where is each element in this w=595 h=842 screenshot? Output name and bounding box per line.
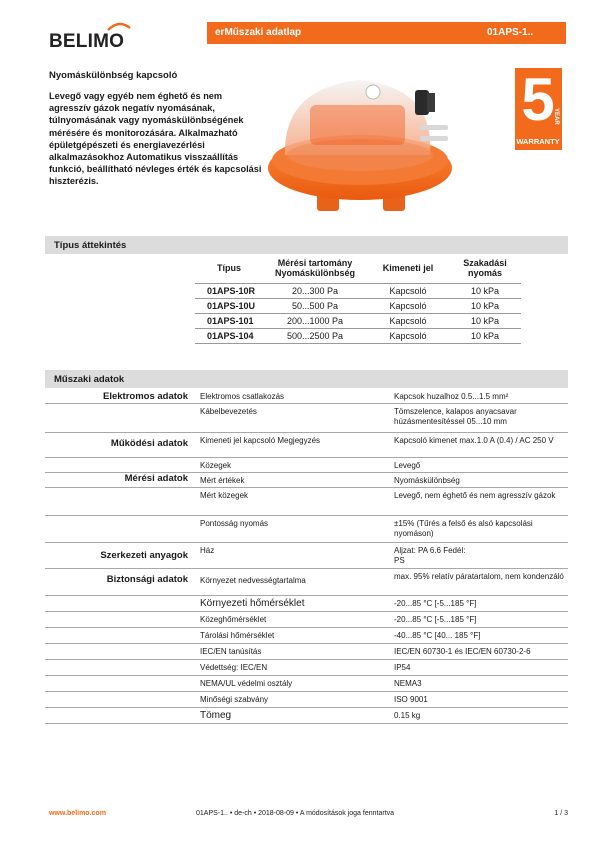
tech-val: Tömszelence, kalapos anyacsavar húzásmentesítéssel 05...10 mm — [394, 407, 517, 426]
category-safety: Biztonsági adatok — [106, 574, 188, 585]
product-description: Levegő vagy egyéb nem éghető és nem agresszív gázok negatív nyomásának, túlnyomásának vagy nyomáskülönbségének mérésére és monitorozására. Alkalmazható épületgépészeti és energiavezérlési alkalmazásokhoz Automatikus visszaállítás funkció, beállítható névleges érték és kapcsolási hiszterézis. — [49, 91, 262, 187]
tech-val: IP54 — [394, 663, 411, 672]
tech-prop: Ház — [200, 546, 215, 555]
cell-type: 01APS-10U — [195, 298, 263, 313]
logo-text: BELIMO — [49, 31, 125, 52]
cell-type: 01APS-10R — [195, 283, 263, 298]
product-title: Nyomáskülönbség kapcsoló — [49, 70, 178, 81]
table-row — [195, 313, 521, 328]
datasheet-header — [207, 22, 566, 44]
tech-val: Levegő, nem éghető és nem agresszív gázok — [394, 491, 556, 500]
tech-row — [45, 389, 568, 404]
tech-prop: Tömeg — [200, 710, 232, 721]
category-materials: Szerkezeti anyagok — [100, 550, 188, 561]
tech-prop: Kábelbevezetés — [200, 407, 257, 416]
cell-type: 01APS-101 — [195, 313, 263, 328]
page-number: 1 / 3 — [554, 810, 568, 817]
tech-row — [45, 404, 568, 433]
tech-prop: Közegek — [200, 461, 232, 470]
table-row — [195, 328, 521, 343]
tech-val: 0.15 kg — [394, 711, 421, 720]
tech-row — [45, 676, 568, 692]
tech-val: -20...85 °C [-5...185 °F] — [394, 615, 477, 624]
tech-row — [45, 612, 568, 628]
table-row — [195, 298, 521, 313]
tech-row — [45, 628, 568, 644]
tech-prop: Védettség: IEC/EN — [200, 663, 268, 672]
tech-prop: IEC/EN tanúsítás — [200, 647, 262, 656]
warranty-badge-icon — [515, 68, 562, 150]
logo-swoosh-icon — [107, 21, 131, 31]
cell-range: 20...300 Pa — [263, 283, 367, 298]
cell-output: Kapcsoló — [367, 328, 449, 343]
cell-output: Kapcsoló — [367, 313, 449, 328]
tech-val: ±15% (Tűrés a felső és alsó kapcsolási nyomáson) — [394, 519, 533, 538]
tech-row — [45, 708, 568, 724]
tech-val: ISO 9001 — [394, 695, 428, 704]
tech-val: Nyomáskülönbség — [394, 476, 460, 485]
cell-output: Kapcsoló — [367, 298, 449, 313]
footer-info: 01APS-1.. • de-ch • 2018-08-09 • A módosítások joga fenntartva — [196, 810, 395, 817]
tech-row — [45, 644, 568, 660]
tech-row — [45, 473, 568, 488]
tech-row — [45, 692, 568, 708]
tech-prop: Környezet nedvességtartalma — [200, 576, 306, 585]
category-electrical: Elektromos adatok — [103, 391, 188, 402]
col-header-range: Mérési tartomány Nyomáskülönbség — [274, 257, 356, 278]
tech-prop: Mért közegek — [200, 491, 249, 500]
tech-row — [45, 660, 568, 676]
tech-section-header: Műszaki adatok — [45, 370, 568, 388]
overview-section-header: Típus áttekintés — [45, 236, 568, 254]
tech-val: -20...85 °C [-5...185 °F] — [394, 599, 477, 608]
footer-website-link[interactable]: www.belimo.com — [49, 810, 106, 817]
tech-val: Aljzat: PA 6.6 Fedél: PS — [394, 546, 466, 565]
tech-row — [45, 569, 568, 596]
product-code: 01APS-1.. — [487, 27, 534, 38]
cell-burst: 10 kPa — [449, 298, 521, 313]
tech-prop: Környezeti hőmérséklet — [200, 598, 305, 609]
tech-val: Kapcsok huzalhoz 0.5...1.5 mm² — [394, 392, 509, 401]
tech-row — [45, 516, 568, 543]
col-header-output: Kimeneti jel — [382, 262, 434, 273]
cell-range: 50...500 Pa — [263, 298, 367, 313]
cell-range: 500...2500 Pa — [263, 328, 367, 343]
cell-burst: 10 kPa — [449, 313, 521, 328]
col-header-type: Típus — [217, 262, 241, 273]
tech-prop: Tárolási hőmérséklet — [200, 631, 275, 640]
tech-prop: Közeghőmérséklet — [200, 615, 267, 624]
category-measuring: Mérési adatok — [124, 473, 188, 484]
product-image — [255, 60, 455, 220]
tech-row — [45, 543, 568, 569]
category-functional: Működési adatok — [110, 438, 188, 449]
tech-val: IEC/EN 60730-1 és IEC/EN 60730-2-6 — [394, 647, 531, 656]
cell-burst: 10 kPa — [449, 283, 521, 298]
cell-type: 01APS-104 — [195, 328, 263, 343]
tech-prop: Mért értékek — [200, 476, 245, 485]
tech-val: -40...85 °C [40... 185 °F] — [394, 631, 481, 640]
tech-row — [45, 488, 568, 516]
datasheet-title: erMűszaki adatlap — [215, 27, 302, 38]
warranty-label: WARRANTY — [516, 137, 560, 146]
type-overview-table — [195, 253, 521, 344]
tech-row — [45, 596, 568, 612]
tech-prop: NEMA/UL védelmi osztály — [200, 679, 293, 688]
tech-prop: Elektromos csatlakozás — [200, 392, 285, 401]
warranty-year: YEAR — [553, 108, 559, 125]
cell-range: 200...1000 Pa — [263, 313, 367, 328]
cell-output: Kapcsoló — [367, 283, 449, 298]
tech-prop: Pontosság nyomás — [200, 519, 269, 528]
tech-val: Levegő — [394, 461, 421, 470]
tech-val: max. 95% relatív páratartalom, nem kondenzáló — [394, 572, 564, 581]
table-row — [195, 283, 521, 298]
warranty-number: 5 — [521, 68, 555, 133]
belimo-logo — [49, 28, 131, 52]
tech-row — [45, 433, 568, 458]
tech-val: Kapcsoló kimenet max.1.0 A (0.4) / AC 250 V — [394, 436, 554, 445]
col-header-burst: Szakadási nyomás — [463, 257, 507, 278]
tech-prop: Kimeneti jel kapcsoló Megjegyzés — [200, 436, 321, 445]
tech-val: NEMA3 — [394, 679, 422, 688]
cell-burst: 10 kPa — [449, 328, 521, 343]
tech-prop: Minőségi szabvány — [200, 695, 269, 704]
tech-row — [45, 458, 568, 473]
